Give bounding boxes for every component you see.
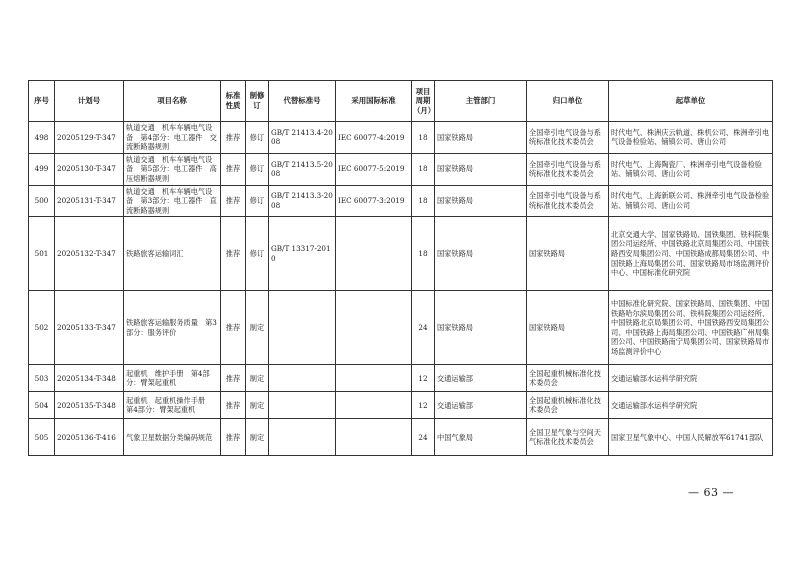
cell-revision-type: 制定 [246,291,269,365]
cell-drafter: 国家卫星气象中心、中国人民解放军61741部队 [609,419,773,456]
cell-plan-no: 20205130-T-347 [55,153,124,185]
cell-no: 501 [29,217,55,291]
cell-plan-no: 20205133-T-347 [55,291,124,365]
cell-department: 国家铁路局 [435,217,527,291]
cell-no: 505 [29,419,55,456]
cell-drafter: 时代电气、上海陶瓷厂、株洲牵引电气设备检验站、铺镇公司、唐山公司 [609,153,773,185]
cell-project-name: 起重机 维护手册 第4部分：臂架起重机 [124,365,221,392]
cell-intl-standard: IEC 60077-4:2019 [336,122,412,154]
table-row [29,185,773,217]
standards-table-container [28,80,772,456]
cell-intl-standard [336,291,412,365]
cell-tc: 全国卫星气象与空间天气标准化技术委员会 [527,419,609,456]
cell-revision-type: 修订 [246,217,269,291]
cell-cycle: 18 [412,217,435,291]
cell-department: 中国气象局 [435,419,527,456]
cell-cycle: 24 [412,419,435,456]
cell-replaced-standard: GB/T 21413.3-2008 [269,185,336,217]
cell-nature: 推荐 [221,185,246,217]
cell-replaced-standard [269,392,336,419]
table-row [29,419,773,456]
cell-revision-type: 制定 [246,392,269,419]
cell-tc: 全国牵引电气设备与系统标准化技术委员会 [527,122,609,154]
cell-drafter: 交通运输部水运科学研究院 [609,392,773,419]
cell-plan-no: 20205131-T-347 [55,185,124,217]
cell-project-name: 轨道交通 机车车辆电气设备 第4部分：电工器件 交流断路器规则 [124,122,221,154]
cell-intl-standard [336,419,412,456]
cell-project-name: 气象卫星数据分类编码规范 [124,419,221,456]
cell-no: 499 [29,153,55,185]
cell-project-name: 轨道交通 机车车辆电气设备 第3部分：电工器件 直流断路器规则 [124,185,221,217]
cell-intl-standard [336,217,412,291]
table-row [29,291,773,365]
cell-cycle: 24 [412,291,435,365]
cell-replaced-standard: GB/T 21413.5-2008 [269,153,336,185]
cell-replaced-standard [269,365,336,392]
standards-table [28,80,773,456]
table-row [29,122,773,154]
cell-nature: 推荐 [221,217,246,291]
cell-tc: 国家铁路局 [527,217,609,291]
cell-plan-no: 20205134-T-348 [55,365,124,392]
cell-no: 503 [29,365,55,392]
cell-tc: 全国牵引电气设备与系统标准化技术委员会 [527,153,609,185]
cell-project-name: 起重机 起重机操作手册 第4部分：臂架起重机 [124,392,221,419]
cell-revision-type: 制定 [246,365,269,392]
cell-no: 498 [29,122,55,154]
cell-project-name: 铁路旅客运输词汇 [124,217,221,291]
header-row [29,81,773,122]
table-row [29,217,773,291]
cell-plan-no: 20205136-T-416 [55,419,124,456]
table-row [29,365,773,392]
cell-cycle: 12 [412,392,435,419]
cell-tc: 全国起重机械标准化技术委员会 [527,365,609,392]
cell-department: 国家铁路局 [435,122,527,154]
cell-intl-standard: IEC 60077-3:2019 [336,185,412,217]
header-cycle: 项目周期（月） [412,81,435,122]
cell-intl-standard: IEC 60077-5:2019 [336,153,412,185]
cell-revision-type: 修订 [246,185,269,217]
cell-tc: 国家铁路局 [527,291,609,365]
cell-replaced-standard: GB/T 13317-2010 [269,217,336,291]
header-project-name: 项目名称 [124,81,221,122]
cell-tc: 全国牵引电气设备与系统标准化技术委员会 [527,185,609,217]
header-drafter: 起草单位 [609,81,773,122]
cell-nature: 推荐 [221,419,246,456]
header-plan-no: 计划号 [55,81,124,122]
header-tc: 归口单位 [527,81,609,122]
cell-no: 502 [29,291,55,365]
cell-drafter: 交通运输部水运科学研究院 [609,365,773,392]
header-department: 主管部门 [435,81,527,122]
cell-revision-type: 修订 [246,153,269,185]
cell-nature: 推荐 [221,291,246,365]
cell-project-name: 轨道交通 机车车辆电气设备 第5部分：电工器件 高压熔断器规则 [124,153,221,185]
cell-revision-type: 制定 [246,419,269,456]
cell-drafter: 中国标准化研究院、国家铁路局、国铁集团、中国铁路哈尔滨局集团公司、铁科院集团公司运经所、中国铁路北京局集团公司、中国铁路西安局集团公司、中国铁路上海局集团公司、中国铁路广州局集团公司、中国铁路南宁局集团公司、国家铁路局市场监测评价中心 [609,291,773,365]
cell-cycle: 18 [412,185,435,217]
cell-department: 国家铁路局 [435,185,527,217]
cell-drafter: 时代电气、株洲庆云轨道、株机公司、株洲牵引电气设备检验站、铺镇公司、唐山公司 [609,122,773,154]
cell-nature: 推荐 [221,392,246,419]
cell-department: 国家铁路局 [435,153,527,185]
cell-drafter: 北京交通大学、国家铁路局、国铁集团、铁科院集团公司运经所、中国铁路北京局集团公司、中国铁路西安局集团公司、中国铁路成都局集团公司、中国铁路上海局集团公司、国家铁路局市场监测评价中心、中国标准化研究院 [609,217,773,291]
cell-replaced-standard: GB/T 21413.4-2008 [269,122,336,154]
header-revision-type: 制修订 [246,81,269,122]
cell-cycle: 18 [412,122,435,154]
cell-nature: 推荐 [221,122,246,154]
cell-plan-no: 20205135-T-348 [55,392,124,419]
cell-drafter: 时代电气、上海新联公司、株洲牵引电气设备检验站、铺镇公司、唐山公司 [609,185,773,217]
cell-department: 国家铁路局 [435,291,527,365]
cell-intl-standard [336,392,412,419]
table-row [29,392,773,419]
cell-replaced-standard [269,291,336,365]
header-no: 序号 [29,81,55,122]
cell-nature: 推荐 [221,365,246,392]
header-intl-standard: 采用国际标准 [336,81,412,122]
cell-cycle: 18 [412,153,435,185]
cell-department: 交通运输部 [435,392,527,419]
cell-plan-no: 20205132-T-347 [55,217,124,291]
cell-department: 交通运输部 [435,365,527,392]
cell-revision-type: 修订 [246,122,269,154]
table-row [29,153,773,185]
cell-project-name: 铁路旅客运输服务质量 第3部分：服务评价 [124,291,221,365]
cell-cycle: 12 [412,365,435,392]
cell-replaced-standard [269,419,336,456]
cell-no: 500 [29,185,55,217]
cell-plan-no: 20205129-T-347 [55,122,124,154]
header-nature: 标准性质 [221,81,246,122]
page-number: — 63 — [688,486,734,499]
header-replaced-standard: 代替标准号 [269,81,336,122]
cell-tc: 全国起重机械标准化技术委员会 [527,392,609,419]
cell-no: 504 [29,392,55,419]
cell-intl-standard [336,365,412,392]
cell-nature: 推荐 [221,153,246,185]
